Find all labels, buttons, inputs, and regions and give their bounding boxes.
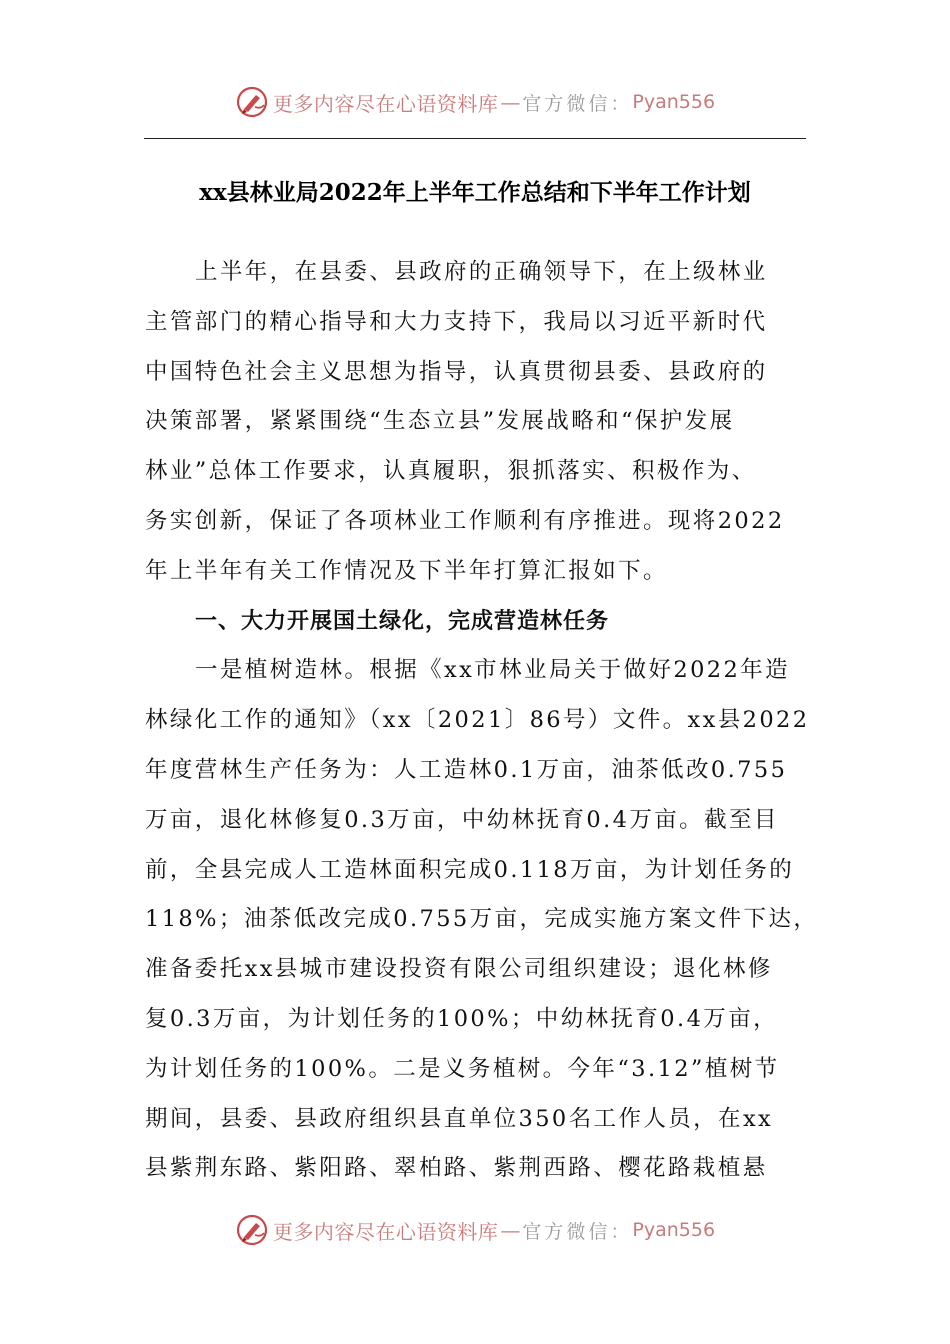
- paragraph-line: 决策部署，紧紧围绕“生态立县”发展战略和“保护发展: [145, 408, 735, 435]
- watermark-account: Pyan556: [632, 91, 716, 113]
- paragraph-line: 118%；油茶低改完成0.755万亩，完成实施方案文件下达，: [145, 906, 819, 933]
- paragraph-line: 年上半年有关工作情况及下半年打算汇报如下。: [145, 557, 668, 584]
- pen-logo-icon: [235, 1213, 269, 1247]
- paragraph-line: 年度营林生产任务为：人工造林0.1万亩，油茶低改0.755: [145, 756, 788, 783]
- watermark-brand: 更多内容尽在心语资料库: [272, 1219, 499, 1244]
- paragraph-line: 万亩，退化林修复0.3万亩，中幼林抚育0.4万亩。截至目: [145, 806, 779, 833]
- paragraph-line: 复0.3万亩，为计划任务的100%；中幼林抚育0.4万亩，: [145, 1005, 778, 1032]
- paragraph-line: 县紫荆东路、紫阳路、翠柏路、紫荆西路、樱花路栽植悬: [145, 1155, 768, 1182]
- paragraph-line: 林业”总体工作要求，认真履职，狠抓落实、积极作为、: [145, 458, 757, 485]
- footer-watermark: [0, 1210, 950, 1250]
- paragraph-line: 林绿化工作的通知》（xx〔2021〕86号）文件。xx县2022: [145, 707, 810, 734]
- paragraph-line: 前，全县完成人工造林面积完成0.118万亩，为计划任务的: [145, 856, 795, 883]
- header-rule: [144, 138, 806, 139]
- paragraph-line: 期间，县委、县政府组织县直单位350名工作人员，在xx: [145, 1105, 774, 1132]
- watermark-separator: —: [500, 1218, 521, 1242]
- paragraph-line: 为计划任务的100%。二是义务植树。今年“3.12”植树节: [145, 1055, 780, 1082]
- paragraph-line: 务实创新，保证了各项林业工作顺利有序推进。现将2022: [145, 507, 785, 534]
- paragraph-line: 主管部门的精心指导和大力支持下，我局以习近平新时代: [145, 308, 768, 335]
- watermark-official: 官方微信：: [522, 92, 633, 115]
- section-heading: 一、大力开展国土绿化，完成营造林任务: [195, 608, 610, 634]
- document-body: [145, 248, 819, 1194]
- paragraph-line: 中国特色社会主义思想为指导，认真贯彻县委、县政府的: [145, 358, 768, 385]
- paragraph-line: 上半年，在县委、县政府的正确领导下，在上级林业: [195, 259, 768, 285]
- watermark-separator: —: [500, 90, 521, 114]
- watermark-brand: 更多内容尽在心语资料库: [272, 91, 499, 116]
- paragraph-line: 准备委托xx县城市建设投资有限公司组织建设；退化林修: [145, 956, 773, 983]
- watermark-account: Pyan556: [632, 1219, 716, 1241]
- header-watermark: [0, 82, 950, 122]
- pen-logo-icon: [235, 85, 269, 119]
- paragraph-line: 一是植树造林。根据《xx市林业局关于做好2022年造: [195, 657, 791, 684]
- watermark-official: 官方微信：: [522, 1220, 633, 1243]
- document-title: xx县林业局2022年上半年工作总结和下半年工作计划: [199, 179, 751, 206]
